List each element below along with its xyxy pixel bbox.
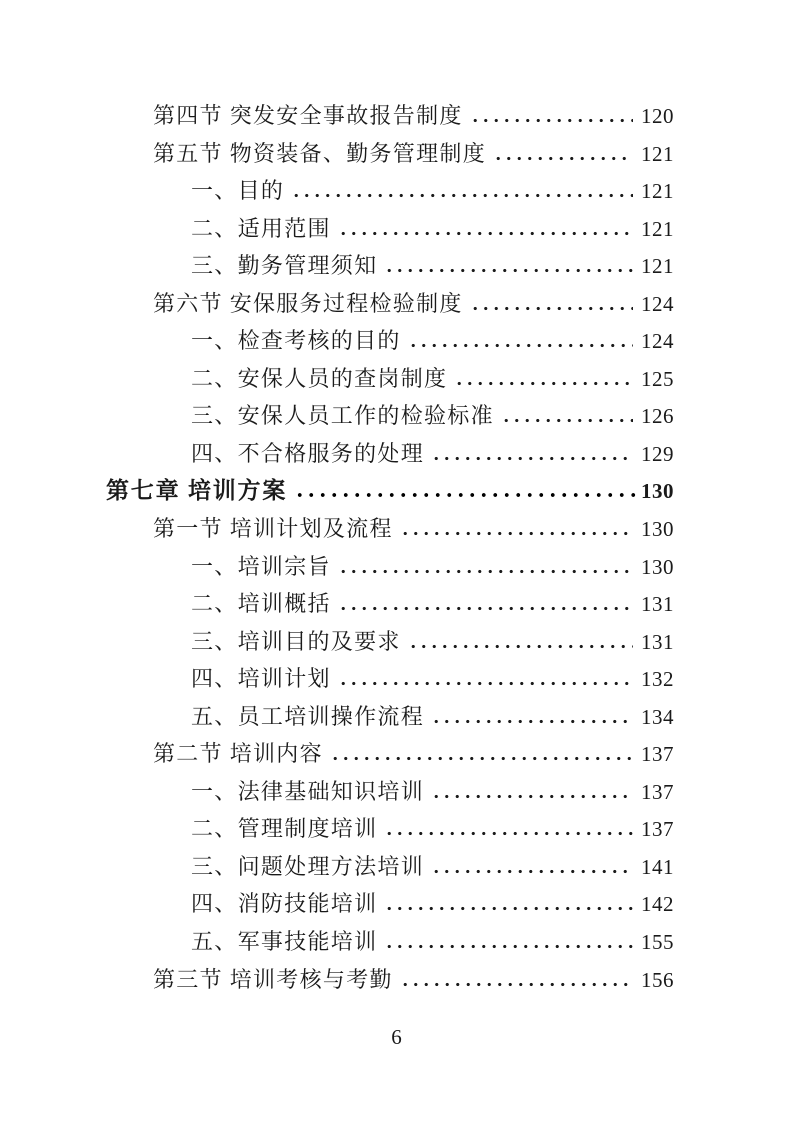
dotted-leader [431, 441, 633, 461]
toc-entry-page-number: 132 [641, 667, 674, 692]
toc-entry-label: 第一节 培训计划及流程 [153, 516, 393, 542]
toc-entry [106, 660, 674, 698]
toc-entry-label: 第五节 物资装备、勤务管理制度 [153, 140, 487, 166]
dotted-leader [454, 366, 633, 386]
toc-entry-page-number: 121 [641, 141, 674, 166]
toc-entry-page-number: 121 [641, 254, 674, 279]
toc-list [106, 97, 674, 998]
toc-entry [106, 247, 674, 285]
dotted-leader [431, 704, 633, 724]
toc-entry-label: 四、培训计划 [191, 666, 331, 692]
toc-entry-page-number: 129 [641, 441, 674, 466]
toc-entry [106, 585, 674, 623]
toc-entry [106, 698, 674, 736]
toc-entry-page-number: 130 [641, 517, 674, 542]
toc-entry-page-number: 130 [641, 479, 674, 504]
toc-entry [106, 735, 674, 773]
dotted-leader [330, 741, 633, 761]
toc-entry-label: 三、安保人员工作的检验标准 [191, 403, 494, 429]
toc-entry-page-number: 126 [641, 404, 674, 429]
dotted-leader [400, 967, 633, 987]
toc-entry-page-number: 121 [641, 179, 674, 204]
dotted-leader [291, 178, 633, 198]
toc-entry-label: 四、不合格服务的处理 [191, 440, 425, 466]
toc-entry-label: 二、安保人员的查岗制度 [191, 365, 448, 391]
dotted-leader [384, 816, 633, 836]
toc-entry [106, 397, 674, 435]
dotted-leader [501, 403, 633, 423]
toc-entry-label: 五、军事技能培训 [191, 929, 378, 955]
toc-entry-label: 二、管理制度培训 [191, 816, 378, 842]
toc-entry-label: 三、培训目的及要求 [191, 628, 401, 654]
dotted-leader [470, 291, 633, 311]
toc-entry-page-number: 131 [641, 629, 674, 654]
toc-entry-label: 一、法律基础知识培训 [191, 778, 425, 804]
toc-entry [106, 435, 674, 473]
toc-entry-label: 第三节 培训考核与考勤 [153, 966, 393, 992]
toc-entry-page-number: 120 [641, 104, 674, 128]
toc-entry-label: 一、目的 [191, 178, 285, 204]
dotted-leader [431, 779, 633, 799]
toc-entry-label: 第二节 培训内容 [153, 741, 323, 767]
toc-entry [106, 172, 674, 210]
dotted-leader [431, 854, 633, 874]
toc-entry-page-number: 131 [641, 592, 674, 617]
toc-entry-page-number: 130 [641, 554, 674, 579]
toc-entry-page-number: 142 [641, 892, 674, 917]
toc-entry-page-number: 125 [641, 366, 674, 391]
dotted-leader [338, 666, 633, 686]
dotted-leader [384, 253, 633, 273]
toc-entry [106, 285, 674, 323]
toc-entry [106, 97, 674, 135]
toc-entry-label: 三、勤务管理须知 [191, 253, 378, 279]
toc-entry-label: 二、培训概括 [191, 591, 331, 617]
toc-entry-page-number: 137 [641, 817, 674, 842]
dotted-leader [338, 591, 633, 611]
footer-page-number: 6 [391, 1025, 402, 1049]
toc-entry [106, 135, 674, 173]
toc-entry-label: 五、员工培训操作流程 [191, 703, 425, 729]
toc-entry-page-number: 141 [641, 854, 674, 879]
toc-entry-label: 二、适用范围 [191, 215, 331, 241]
dotted-leader [338, 216, 633, 236]
toc-entry [106, 210, 674, 248]
dotted-leader [408, 328, 633, 348]
toc-entry-page-number: 155 [641, 930, 674, 955]
toc-entry [106, 510, 674, 548]
toc-entry-page-number: 137 [641, 779, 674, 804]
toc-entry-label: 第七章 培训方案 [106, 478, 288, 504]
toc-entry [106, 773, 674, 811]
toc-entry-label: 一、培训宗旨 [191, 553, 331, 579]
toc-entry [106, 322, 674, 360]
toc-entry [106, 623, 674, 661]
toc-entry [106, 360, 674, 398]
toc-entry-page-number: 124 [641, 291, 674, 316]
toc-entry [106, 848, 674, 886]
toc-entry [106, 961, 674, 999]
dotted-leader [384, 891, 633, 911]
dotted-leader [408, 629, 633, 649]
toc-entry [106, 472, 674, 510]
dotted-leader [384, 929, 633, 949]
toc-entry-page-number: 156 [641, 967, 674, 992]
toc-entry-page-number: 137 [641, 742, 674, 767]
toc-entry-page-number: 124 [641, 329, 674, 354]
toc-entry [106, 548, 674, 586]
toc-entry [106, 810, 674, 848]
dotted-leader [493, 141, 633, 161]
toc-entry [106, 885, 674, 923]
dotted-leader [400, 516, 633, 536]
toc-entry-page-number: 134 [641, 704, 674, 729]
toc-entry-label: 四、消防技能培训 [191, 891, 378, 917]
dotted-leader [470, 103, 633, 123]
toc-entry-label: 一、检查考核的目的 [191, 328, 401, 354]
toc-entry-label: 第四节 突发安全事故报告制度 [153, 103, 463, 128]
toc-entry [106, 923, 674, 961]
toc-entry-label: 第六节 安保服务过程检验制度 [153, 290, 463, 316]
toc-entry-page-number: 121 [641, 216, 674, 241]
dotted-leader [338, 554, 633, 574]
dotted-leader [294, 478, 636, 498]
toc-entry-label: 三、问题处理方法培训 [191, 853, 425, 879]
